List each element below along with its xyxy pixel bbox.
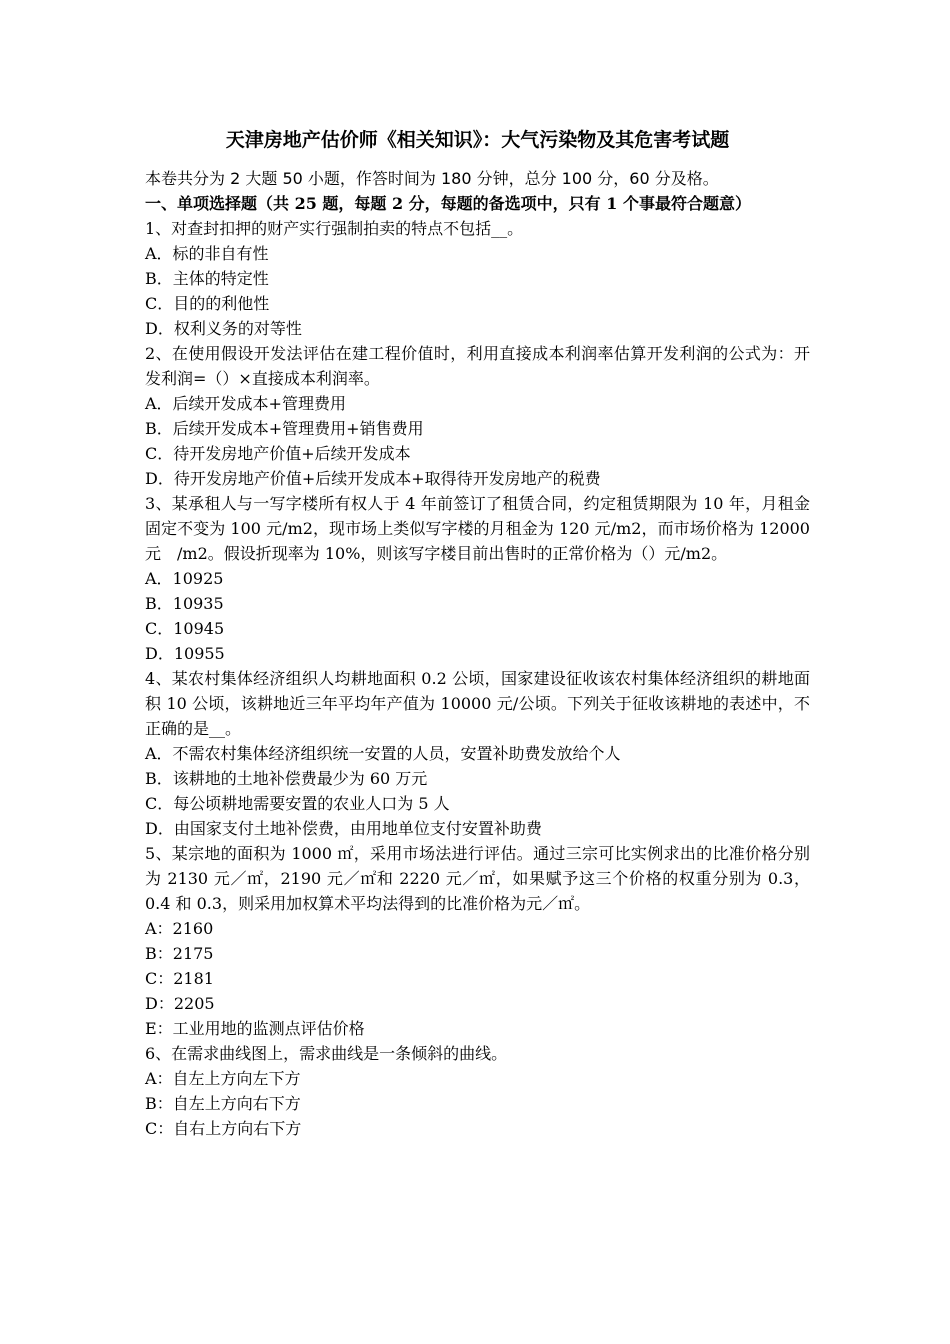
option-list	[145, 1066, 810, 1141]
question-list	[145, 216, 810, 1141]
exam-intro: 本卷共分为 2 大题 50 小题，作答时间为 180 分钟，总分 100 分，60 分及格。	[145, 169, 719, 188]
answer-option: B．该耕地的土地补偿费最少为 60 万元	[145, 769, 428, 788]
answer-option: E：工业用地的监测点评估价格	[145, 1019, 365, 1038]
answer-option: D．待开发房地产价值+后续开发成本+取得待开发房地产的税费	[145, 469, 601, 488]
answer-option: A．标的非自有性	[145, 244, 269, 263]
question-stem: 5、某宗地的面积为 1000 ㎡，采用市场法进行评估。通过三宗可比实例求出的比准价格分别为 2130 元／㎡，2190 元／㎡和 2220 元／㎡，如果赋予这三个价格的权重分别为 0.3，0.4 和 0.3，则采用加权算术平均法得到的比准价格为元／㎡。	[145, 844, 810, 913]
question-stem: 4、某农村集体经济组织人均耕地面积 0.2 公顷，国家建设征收该农村集体经济组织的耕地面积 10 公顷，该耕地近三年平均年产值为 10000 元/公顷。下列关于征收该耕地的表述中，不正确的是__。	[145, 669, 810, 738]
question-item	[145, 1041, 810, 1141]
answer-option: A．后续开发成本+管理费用	[145, 394, 346, 413]
answer-option: B．主体的特定性	[145, 269, 269, 288]
question-item	[145, 841, 810, 1041]
answer-option: B．后续开发成本+管理费用+销售费用	[145, 419, 424, 438]
question-item	[145, 216, 810, 341]
section-heading: 一、单项选择题（共 25 题，每题 2 分，每题的备选项中，只有 1 个事最符合题意）	[145, 194, 751, 213]
answer-option: D．10955	[145, 644, 225, 663]
answer-option: C．每公顷耕地需要安置的农业人口为 5 人	[145, 794, 450, 813]
answer-option: C：自右上方向右下方	[145, 1119, 302, 1138]
answer-option: C．10945	[145, 619, 225, 638]
answer-option: C：2181	[145, 969, 214, 988]
question-stem: 3、某承租人与一写字楼所有权人于 4 年前签订了租赁合同，约定租赁期限为 10 年，月租金固定不变为 100 元/m2，现市场上类似写字楼的月租金为 120 元/m2，而市场价格为 12000 元 /m2。假设折现率为 10%，则该写字楼目前出售时的正常价格为（）元/m2。	[145, 494, 810, 563]
answer-option: A．不需农村集体经济组织统一安置的人员，安置补助费发放给个人	[145, 744, 621, 763]
answer-option: A：2160	[145, 919, 214, 938]
answer-option: B：2175	[145, 944, 214, 963]
document-page	[145, 126, 810, 1141]
option-list	[145, 391, 810, 491]
answer-option: C．目的的利他性	[145, 294, 270, 313]
answer-option: A：自左上方向左下方	[145, 1069, 301, 1088]
answer-option: D．权利义务的对等性	[145, 319, 302, 338]
answer-option: D：2205	[145, 994, 215, 1013]
option-list	[145, 241, 810, 341]
question-stem: 1、对查封扣押的财产实行强制拍卖的特点不包括__。	[145, 219, 524, 238]
option-list	[145, 741, 810, 841]
question-item	[145, 341, 810, 491]
question-item	[145, 491, 810, 666]
document-title: 天津房地产估价师《相关知识》：大气污染物及其危害考试题	[225, 129, 730, 151]
answer-option: B．10935	[145, 594, 224, 613]
answer-option: D．由国家支付土地补偿费，由用地单位支付安置补助费	[145, 819, 542, 838]
option-list	[145, 566, 810, 666]
question-stem: 6、在需求曲线图上，需求曲线是一条倾斜的曲线。	[145, 1044, 508, 1063]
answer-option: C．待开发房地产价值+后续开发成本	[145, 444, 411, 463]
option-list	[145, 916, 810, 1041]
answer-option: B：自左上方向右下方	[145, 1094, 301, 1113]
answer-option: A．10925	[145, 569, 224, 588]
question-stem: 2、在使用假设开发法评估在建工程价值时，利用直接成本利润率估算开发利润的公式为：开发利润=（）×直接成本利润率。	[145, 344, 810, 388]
question-item	[145, 666, 810, 841]
